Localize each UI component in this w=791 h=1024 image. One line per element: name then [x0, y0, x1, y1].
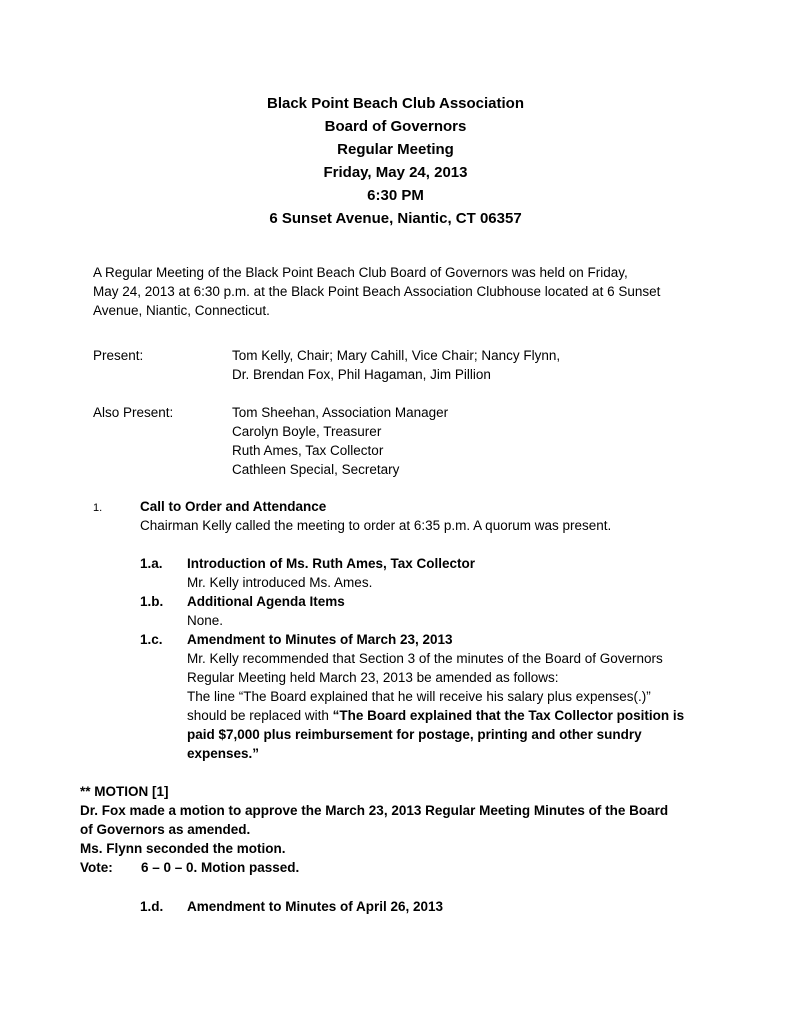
header-board: Board of Governors [324, 118, 467, 135]
motion-line: Dr. Fox made a motion to approve the March 23, 2013 Regular Meeting Minutes of the Board [80, 803, 669, 818]
header-time: 6:30 PM [367, 187, 424, 204]
vote-label: Vote: [80, 860, 113, 875]
subsection-number: 1.d. [140, 899, 164, 914]
section-text: Chairman Kelly called the meeting to order at 6:35 p.m. A quorum was present. [140, 518, 612, 533]
present-name-line: Tom Kelly, Chair; Mary Cahill, Vice Chair; Nancy Flynn, [232, 348, 561, 363]
present-label: Present: [93, 348, 144, 363]
header-org: Black Point Beach Club Association [267, 95, 524, 112]
also-present-label: Also Present: [93, 405, 174, 420]
subsection-title: Introduction of Ms. Ruth Ames, Tax Collector [187, 556, 476, 571]
also-present-name-line: Tom Sheehan, Association Manager [232, 405, 449, 420]
subsection-number: 1.a. [140, 556, 163, 571]
vote-text: 6 – 0 – 0. Motion passed. [141, 860, 300, 875]
subsection-bold-line: expenses.” [187, 746, 260, 761]
section-number: 1. [93, 502, 103, 514]
also-present-name-line: Cathleen Special, Secretary [232, 462, 400, 477]
subsection-title: Additional Agenda Items [187, 594, 345, 609]
subsection-bold-line: paid $7,000 plus reimbursement for postage, printing and other sundry [187, 727, 642, 742]
subsection-text-line: Mr. Kelly recommended that Section 3 of the minutes of the Board of Governors [187, 651, 663, 666]
also-present-name-line: Ruth Ames, Tax Collector [232, 443, 384, 458]
section-title: Call to Order and Attendance [140, 499, 327, 514]
replace-prefix: should be replaced with [187, 708, 333, 723]
present-name-line: Dr. Brendan Fox, Phil Hagaman, Jim Pillion [232, 367, 491, 382]
subsection-text-line: The line “The Board explained that he will receive his salary plus expenses(.)” [187, 689, 651, 704]
header-meeting-type: Regular Meeting [337, 141, 454, 158]
motion-heading: ** MOTION [1] [80, 784, 169, 799]
intro-line: Avenue, Niantic, Connecticut. [93, 303, 270, 318]
subsection-replace-line [187, 706, 684, 725]
subsection-text: None. [187, 613, 224, 628]
subsection-number: 1.c. [140, 632, 163, 647]
subsection-number: 1.b. [140, 594, 164, 609]
intro-line: A Regular Meeting of the Black Point Beach Club Board of Governors was held on Friday, [93, 265, 628, 280]
also-present-name-line: Carolyn Boyle, Treasurer [232, 424, 382, 439]
motion-line: of Governors as amended. [80, 822, 251, 837]
header-date: Friday, May 24, 2013 [323, 164, 468, 181]
subsection-title: Amendment to Minutes of March 23, 2013 [187, 632, 453, 647]
intro-line: May 24, 2013 at 6:30 p.m. at the Black Point Beach Association Clubhouse located at 6 Sunset [93, 284, 661, 299]
motion-line: Ms. Flynn seconded the motion. [80, 841, 286, 856]
header-address: 6 Sunset Avenue, Niantic, CT 06357 [269, 210, 522, 227]
replace-bold-text: “The Board explained that the Tax Collector position is [332, 708, 685, 723]
subsection-text-line: Regular Meeting held March 23, 2013 be amended as follows: [187, 670, 559, 685]
subsection-text: Mr. Kelly introduced Ms. Ames. [187, 575, 373, 590]
subsection-title: Amendment to Minutes of April 26, 2013 [187, 899, 444, 914]
